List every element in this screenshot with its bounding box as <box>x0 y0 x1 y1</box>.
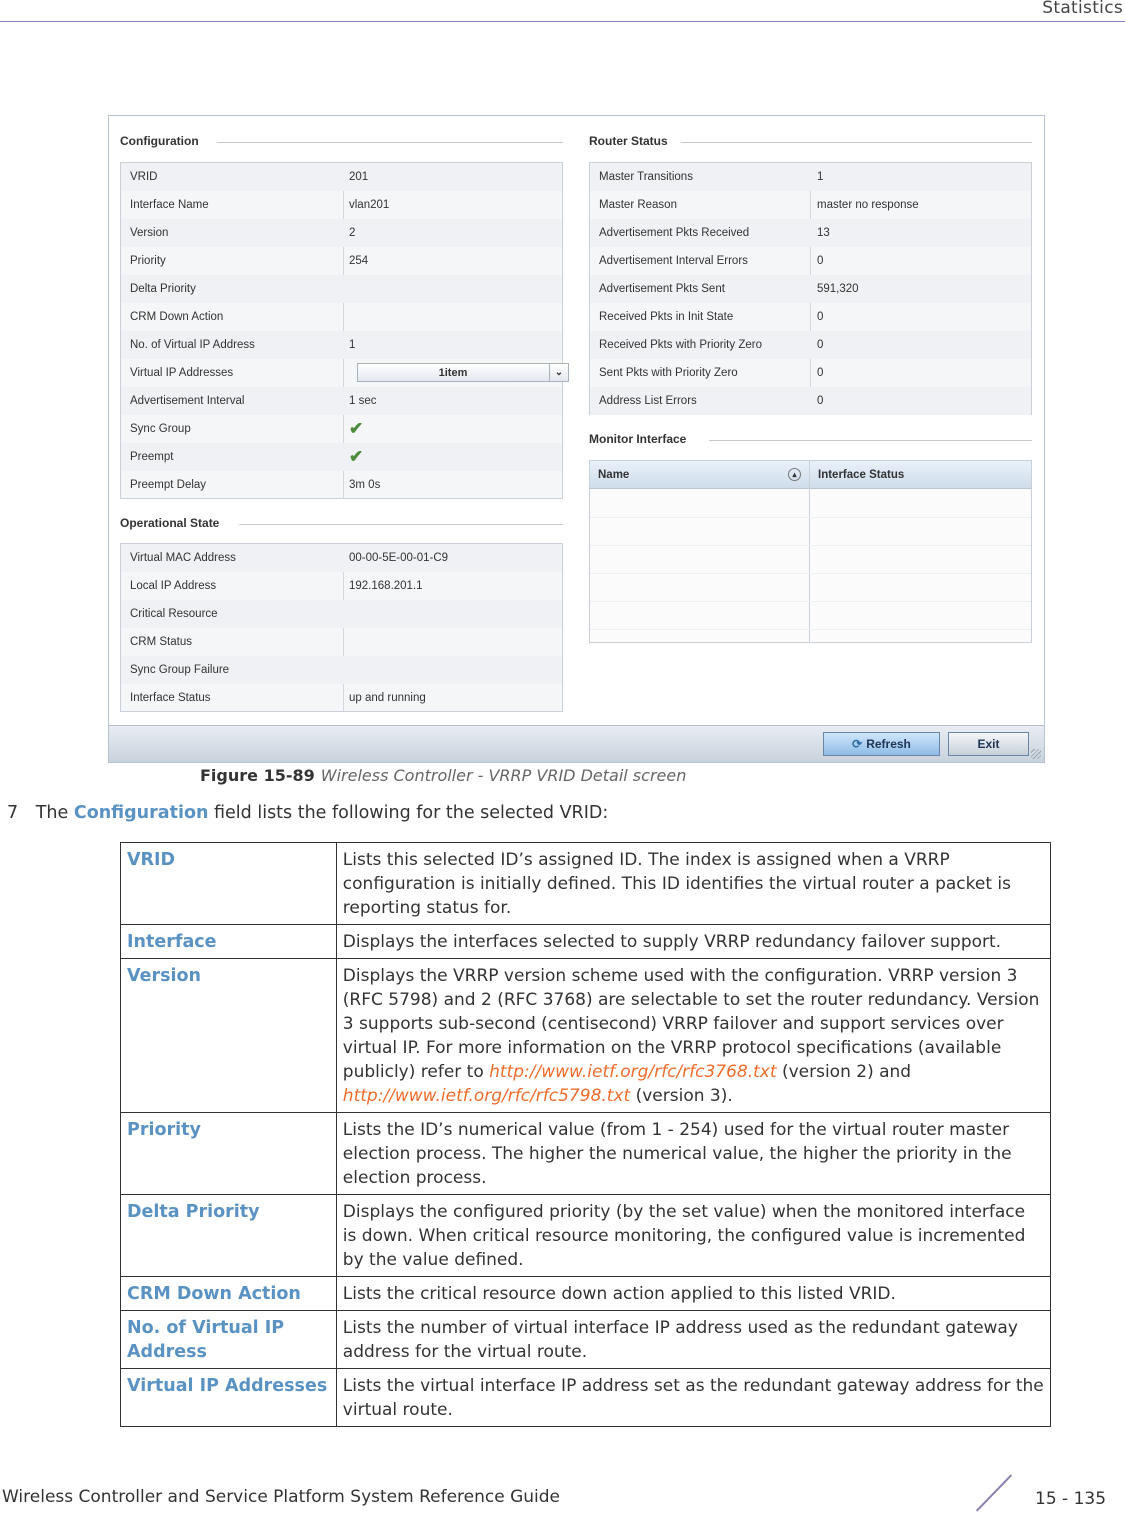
router-row-adv-interval-errors <box>590 247 1031 275</box>
footer-divider <box>976 1474 1012 1511</box>
resize-grip-icon[interactable] <box>1031 749 1041 759</box>
table-row <box>121 1113 1051 1195</box>
config-row-sync-group <box>121 415 562 443</box>
desc-delta-priority: Displays the configured priority (by the set value) when the monitored interface is down. When critical resource monitoring, the configured value is incremented by the value defined. <box>336 1195 1050 1277</box>
desc-no-virtual-ip: Lists the number of virtual interface IP address used as the redundant gateway address for the virtual route. <box>336 1311 1050 1369</box>
chevron-down-icon: ⌄ <box>549 364 568 381</box>
row-label: Advertisement Pkts Sent <box>599 283 725 295</box>
config-row-interface-name <box>121 191 562 219</box>
term-vrid: VRID <box>121 843 337 925</box>
opstate-row-sync-group-failure <box>121 656 562 684</box>
router-row-sent-priority-zero <box>590 359 1031 387</box>
row-value: master no response <box>817 199 919 211</box>
table-row <box>121 843 1051 925</box>
opstate-row-virtual-mac <box>121 544 562 572</box>
section-divider <box>709 440 1032 441</box>
row-value: 254 <box>349 255 369 267</box>
row-value: up and running <box>349 692 426 704</box>
row-value: 2 <box>349 227 356 239</box>
row-value: 0 <box>817 367 824 379</box>
figure-caption <box>200 766 686 785</box>
config-row-preempt-delay <box>121 471 562 499</box>
config-row-delta-priority <box>121 275 562 303</box>
row-label: Virtual MAC Address <box>130 552 236 564</box>
table-row <box>121 959 1051 1113</box>
table-row <box>121 1195 1051 1277</box>
desc-version-text: (version 3). <box>630 1086 733 1106</box>
row-label: VRID <box>130 171 158 183</box>
desc-version-text: (version 2) and <box>781 1062 912 1082</box>
refresh-label: Refresh <box>866 737 911 751</box>
config-row-crm-down-action <box>121 303 562 331</box>
row-value: 591,320 <box>817 283 859 295</box>
desc-interface: Displays the interfaces selected to supply VRRP redundancy failover support. <box>336 925 1050 959</box>
row-value: vlan201 <box>349 199 390 211</box>
config-row-no-virtual-ip <box>121 331 562 359</box>
row-label: Virtual IP Addresses <box>130 367 234 379</box>
footer-page-number: 15 - 135 <box>1035 1489 1107 1509</box>
router-row-received-init-state <box>590 303 1031 331</box>
figure-label: Figure 15-89 <box>200 766 315 785</box>
router-status-table <box>589 162 1032 415</box>
rfc3768-link[interactable]: http://www.ietf.org/rfc/rfc3768.txt <box>489 1062 782 1082</box>
term-no-virtual-ip: No. of Virtual IP Address <box>121 1311 337 1369</box>
operational-state-table <box>120 543 563 712</box>
exit-button[interactable]: Exit <box>948 732 1029 756</box>
row-value: 0 <box>817 339 824 351</box>
row-label: Critical Resource <box>130 608 218 620</box>
section-divider <box>217 142 563 143</box>
term-interface: Interface <box>121 925 337 959</box>
router-row-address-list-errors <box>590 387 1031 415</box>
vrrp-detail-screenshot <box>108 115 1045 763</box>
config-row-priority <box>121 247 562 275</box>
row-label: Version <box>130 227 169 239</box>
term-delta-priority: Delta Priority <box>121 1195 337 1277</box>
desc-version <box>336 959 1050 1113</box>
table-row <box>121 925 1051 959</box>
row-value: 13 <box>817 227 830 239</box>
row-label: Advertisement Interval <box>130 395 245 407</box>
row-label: Master Transitions <box>599 171 693 183</box>
refresh-icon: ⟳ <box>852 737 863 751</box>
row-label: Interface Name <box>130 199 209 211</box>
intro-prefix: The <box>35 803 69 823</box>
row-label: Master Reason <box>599 199 677 211</box>
monitor-interface-table <box>589 460 1032 643</box>
table-header <box>590 461 1031 489</box>
table-row <box>121 1369 1051 1427</box>
desc-vrid: Lists this selected ID’s assigned ID. The index is assigned when a VRRP configuration is initially defined. This ID identifies the virtual router a packet is reporting status for. <box>336 843 1050 925</box>
rfc5798-link[interactable]: http://www.ietf.org/rfc/rfc5798.txt <box>342 1086 631 1106</box>
opstate-row-local-ip <box>121 572 562 600</box>
row-label: Preempt <box>130 451 174 463</box>
row-label: Received Pkts in Init State <box>599 311 734 323</box>
row-label: Interface Status <box>130 692 211 704</box>
row-label: Received Pkts with Priority Zero <box>599 339 762 351</box>
row-label: Advertisement Interval Errors <box>599 255 748 267</box>
figure-caption-text: Wireless Controller - VRRP VRID Detail screen <box>320 766 687 785</box>
router-row-adv-pkts-sent <box>590 275 1031 303</box>
table-row <box>121 1277 1051 1311</box>
row-value: 1 <box>349 339 356 351</box>
row-label: CRM Status <box>130 636 192 648</box>
router-row-received-priority-zero <box>590 331 1031 359</box>
intro-suffix: field lists the following for the selected VRID: <box>214 803 609 823</box>
router-row-master-reason <box>590 191 1031 219</box>
checkmark-icon: ✔ <box>349 419 364 438</box>
row-label: Sync Group Failure <box>130 664 230 676</box>
term-priority: Priority <box>121 1113 337 1195</box>
row-value: 201 <box>349 171 369 183</box>
row-value: 1 sec <box>349 395 377 407</box>
step-intro <box>7 803 608 823</box>
router-row-master-transitions <box>590 163 1031 191</box>
configuration-section-title: Configuration <box>120 134 199 148</box>
desc-virtual-ip-addresses: Lists the virtual interface IP address set as the redundant gateway address for the virtual route. <box>336 1369 1050 1427</box>
config-row-advertisement-interval <box>121 387 562 415</box>
router-row-adv-pkts-received <box>590 219 1031 247</box>
row-label: Sync Group <box>130 423 191 435</box>
opstate-row-interface-status <box>121 684 562 712</box>
checkmark-icon: ✔ <box>349 447 364 466</box>
row-label: Sent Pkts with Priority Zero <box>599 367 738 379</box>
row-label: Priority <box>130 255 166 267</box>
dropdown-value: 1item <box>438 367 468 379</box>
row-label: CRM Down Action <box>130 311 224 323</box>
column-header-name[interactable]: Name <box>598 469 630 481</box>
config-row-preempt <box>121 443 562 471</box>
virtual-ip-addresses-dropdown[interactable] <box>357 363 569 382</box>
configuration-table <box>120 162 563 499</box>
row-value: 3m 0s <box>349 479 381 491</box>
row-value: 0 <box>817 255 824 267</box>
opstate-row-crm-status <box>121 628 562 656</box>
sort-icon[interactable]: ▴ <box>788 468 801 481</box>
opstate-row-critical-resource <box>121 600 562 628</box>
row-label: Delta Priority <box>130 283 196 295</box>
config-row-virtual-ip-addresses <box>121 359 562 387</box>
router-status-section-title: Router Status <box>589 134 668 148</box>
section-divider <box>239 524 563 525</box>
footer-guide-title: Wireless Controller and Service Platform System Reference Guide <box>2 1487 561 1507</box>
desc-crm-down-action: Lists the critical resource down action applied to this listed VRID. <box>336 1277 1050 1311</box>
row-value: 192.168.201.1 <box>349 580 423 592</box>
step-number: 7 <box>7 803 19 823</box>
row-label: Preempt Delay <box>130 479 207 491</box>
definitions-table <box>120 842 1051 1427</box>
column-header-interface-status[interactable]: Interface Status <box>818 469 905 481</box>
term-crm-down-action: CRM Down Action <box>121 1277 337 1311</box>
config-row-vrid <box>121 163 562 191</box>
section-divider <box>681 142 1032 143</box>
row-value: 00-00-5E-00-01-C9 <box>349 552 449 564</box>
row-label: Local IP Address <box>130 580 217 592</box>
monitor-interface-section-title: Monitor Interface <box>589 432 687 446</box>
header-divider <box>0 21 1125 22</box>
table-row <box>121 1311 1051 1369</box>
row-value: 0 <box>817 395 824 407</box>
term-version: Version <box>121 959 337 1113</box>
row-value: 0 <box>817 311 824 323</box>
page-header-title: Statistics <box>1042 0 1123 18</box>
config-row-version <box>121 219 562 247</box>
row-label: Advertisement Pkts Received <box>599 227 750 239</box>
refresh-button[interactable] <box>823 732 940 756</box>
operational-state-section-title: Operational State <box>120 516 220 530</box>
row-label: No. of Virtual IP Address <box>130 339 255 351</box>
row-value: 1 <box>817 171 824 183</box>
desc-priority: Lists the ID’s numerical value (from 1 - 254) used for the virtual router master election process. The higher the numerical value, the higher the priority in the election process. <box>336 1113 1050 1195</box>
term-virtual-ip-addresses: Virtual IP Addresses <box>121 1369 337 1427</box>
row-label: Address List Errors <box>599 395 697 407</box>
desc-version-text: Displays the VRRP version scheme used with the configuration. VRRP version 3 (RFC 5798) and 2 (RFC 3768) are selectable to set the router redundancy. Version 3 supports sub-second (centisecond) VRRP failover and support services over virtual IP. For more information on the VRRP protocol specifications (available publicly) refer to <box>342 966 1040 1082</box>
intro-keyword: Configuration <box>73 803 209 823</box>
